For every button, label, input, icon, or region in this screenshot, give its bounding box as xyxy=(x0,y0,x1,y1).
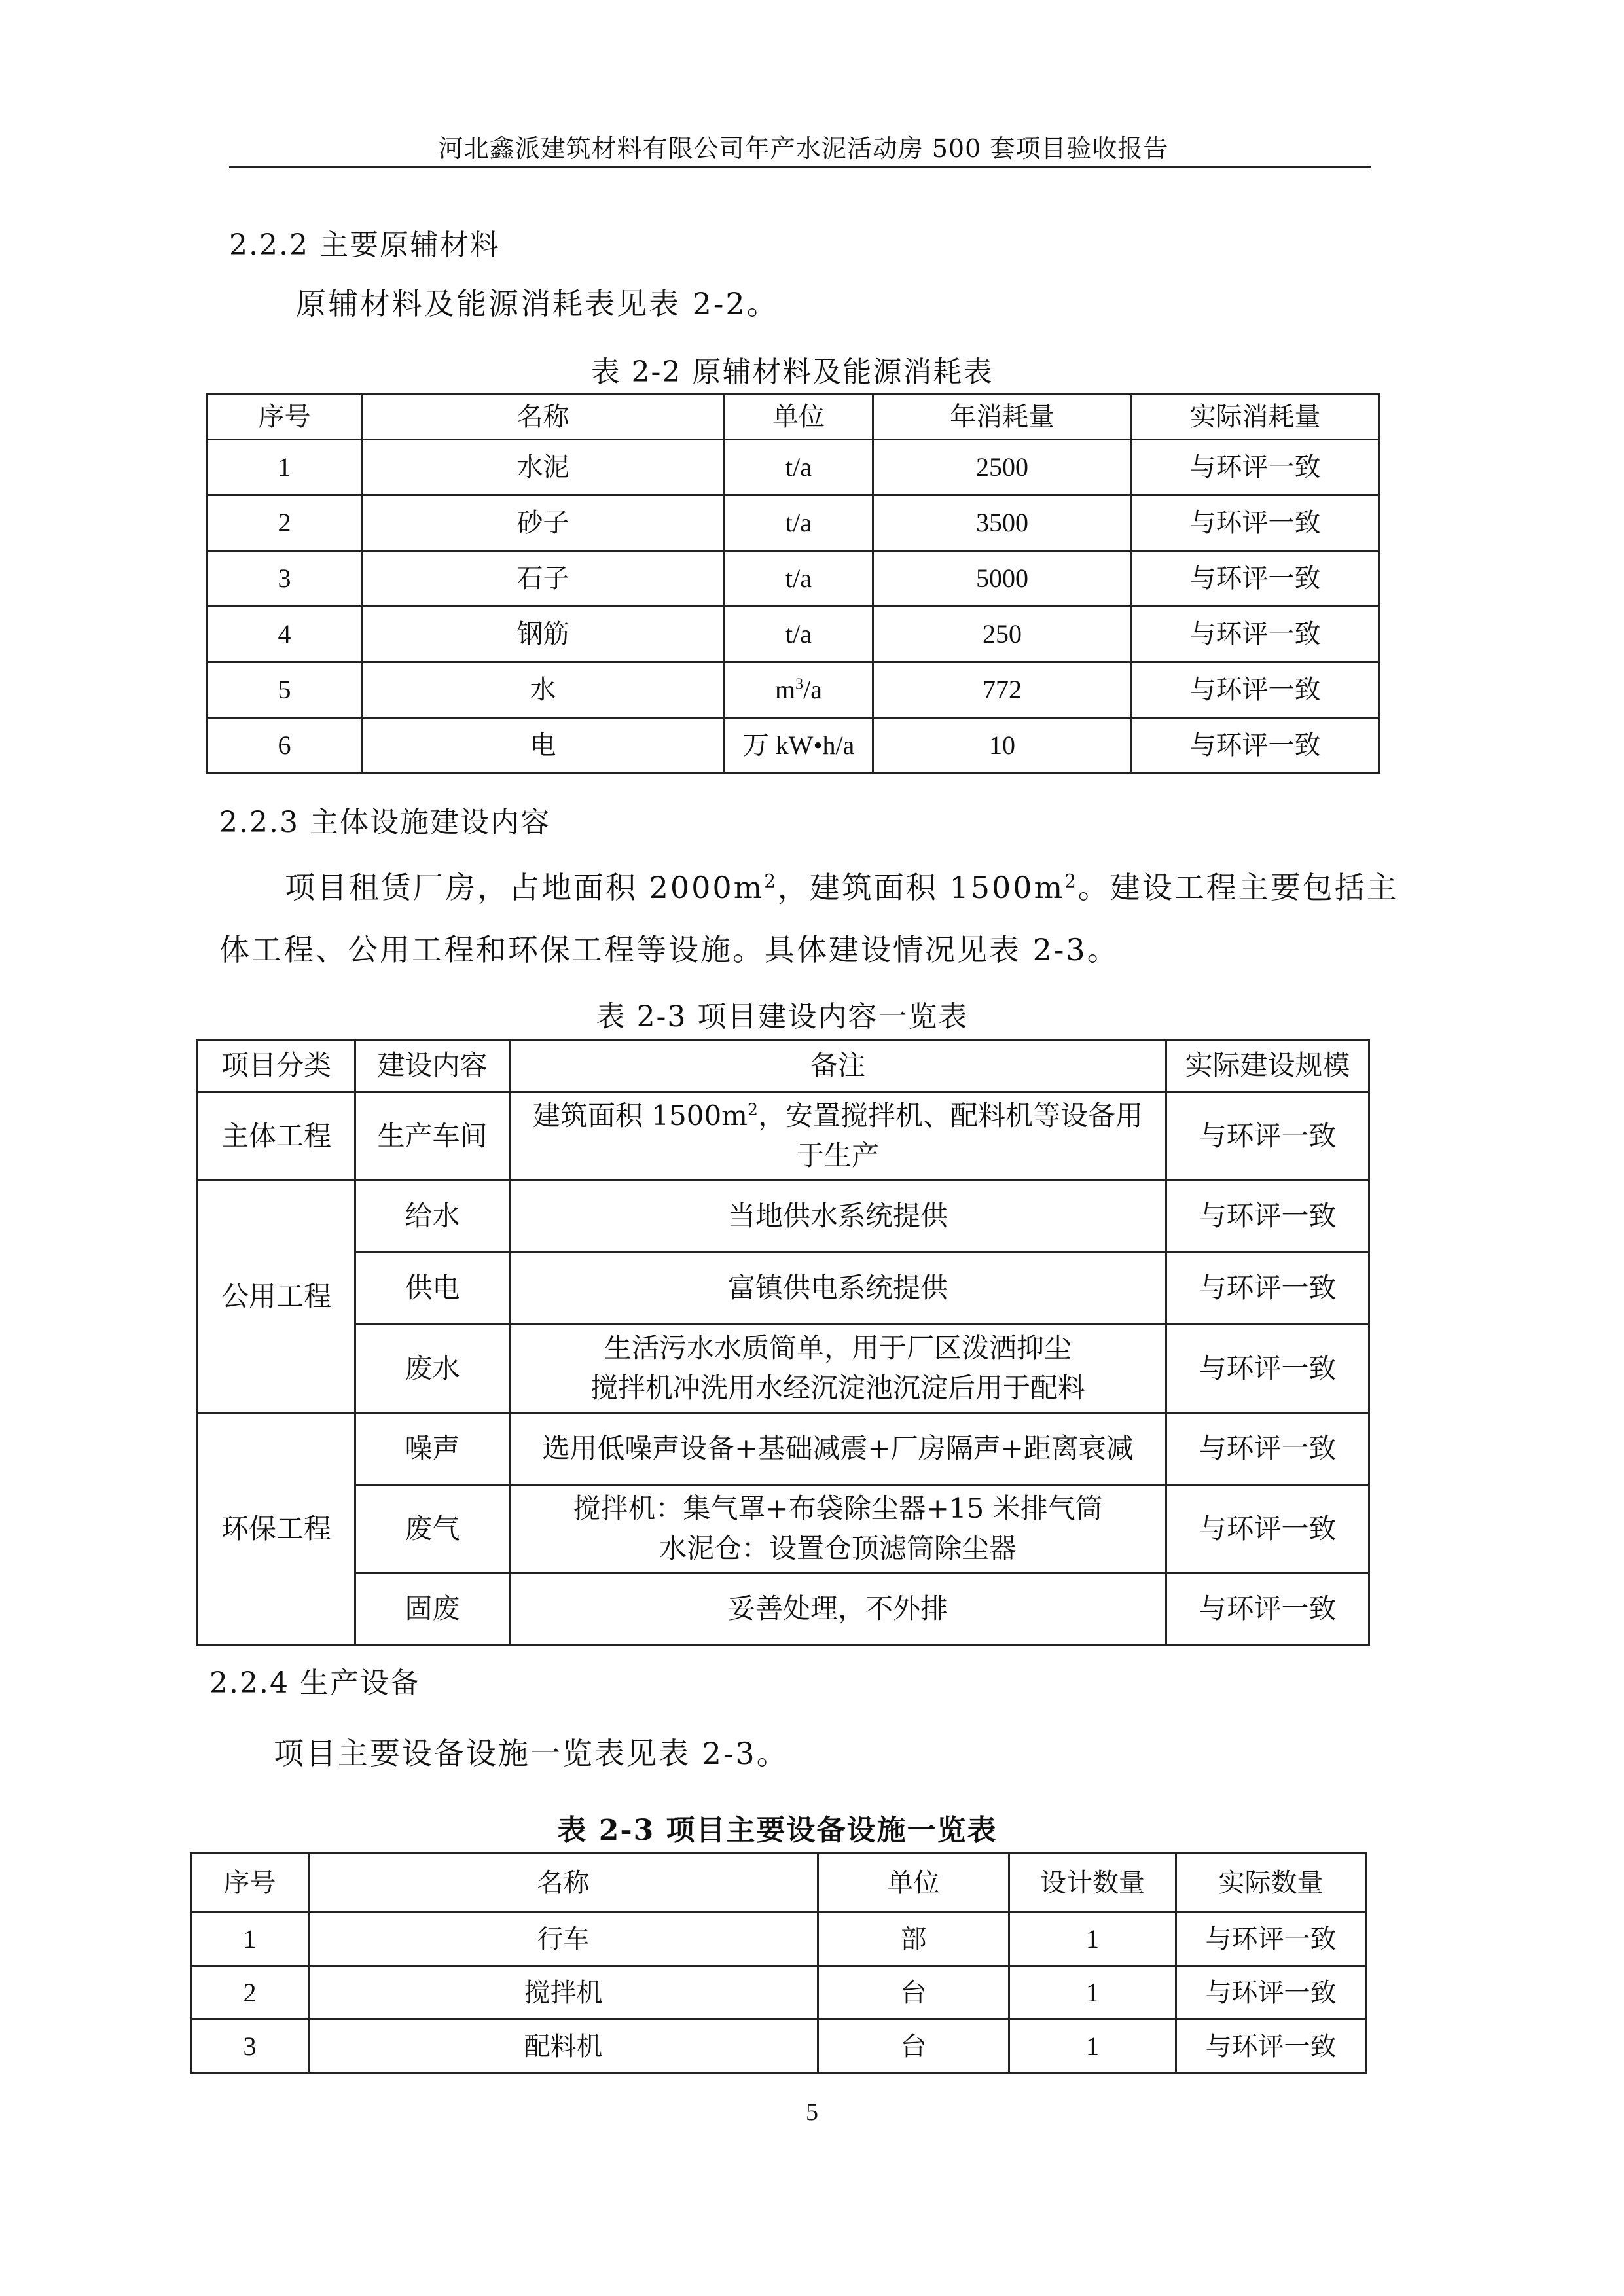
equipment-table xyxy=(190,1852,1367,2074)
column-header: 项目分类 xyxy=(198,1040,355,1092)
table-2-3-caption: 表 2-3 项目建设内容一览表 xyxy=(596,1000,969,1033)
column-header: 实际数量 xyxy=(1176,1854,1366,1912)
cell-amount: 772 xyxy=(873,662,1132,718)
table-2-2-caption: 表 2-2 原辅材料及能源消耗表 xyxy=(590,355,994,389)
paragraph-segment: ，建筑面积 1500m xyxy=(777,870,1065,905)
table-row xyxy=(198,1253,1369,1325)
cell-name: 行车 xyxy=(309,1912,818,1966)
cell-actual-qty: 与环评一致 xyxy=(1176,1912,1366,1966)
table-row xyxy=(208,607,1379,662)
item-power: 供电 xyxy=(355,1253,510,1325)
section-2-2-3-paragraph-line-2: 体工程、公用工程和环保工程等设施。具体建设情况见表 2-3。 xyxy=(219,932,1119,967)
cell-amount: 3500 xyxy=(873,495,1132,551)
unit-tail: /a xyxy=(803,675,822,704)
note-line: 搅拌机冲洗用水经沉淀池沉淀后用于配料 xyxy=(590,1372,1085,1404)
cell-actual: 与环评一致 xyxy=(1132,718,1379,774)
cell-name: 石子 xyxy=(362,551,725,607)
category-public: 公用工程 xyxy=(198,1181,355,1413)
cell-design-qty: 1 xyxy=(1009,1912,1176,1966)
cell-index: 2 xyxy=(191,1966,309,2020)
scale-power: 与环评一致 xyxy=(1166,1253,1369,1325)
unit-superscript: 3 xyxy=(795,675,804,693)
cell-name: 电 xyxy=(362,718,725,774)
item-waste-water: 废水 xyxy=(355,1325,510,1413)
section-heading-2-2-3: 2.2.3 主体设施建设内容 xyxy=(219,806,550,839)
column-header: 实际建设规模 xyxy=(1166,1040,1369,1092)
note-segment: 建筑面积 1500m xyxy=(532,1100,748,1132)
scale-solid: 与环评一致 xyxy=(1166,1573,1369,1645)
cell-amount: 2500 xyxy=(873,440,1132,495)
column-header: 序号 xyxy=(208,394,362,440)
scale-water: 与环评一致 xyxy=(1166,1181,1369,1253)
scale-gas: 与环评一致 xyxy=(1166,1485,1369,1573)
table-row xyxy=(191,2020,1366,2073)
scale-noise: 与环评一致 xyxy=(1166,1413,1369,1485)
page-header: 河北鑫派建筑材料有限公司年产水泥活动房 500 套项目验收报告 xyxy=(438,134,1169,163)
table-row xyxy=(198,1573,1369,1645)
table-row xyxy=(208,551,1379,607)
table-row xyxy=(191,1912,1366,1966)
note-line: 生活污水水质简单，用于厂区泼洒抑尘 xyxy=(604,1332,1072,1365)
column-header: 名称 xyxy=(362,394,725,440)
note-noise: 选用低噪声设备+基础减震+厂房隔声+距离衰减 xyxy=(510,1413,1166,1485)
note-workshop xyxy=(510,1092,1166,1181)
cell-design-qty: 1 xyxy=(1009,2020,1176,2073)
unit-base: m xyxy=(775,675,796,704)
category-main: 主体工程 xyxy=(198,1092,355,1181)
cell-index: 1 xyxy=(208,440,362,495)
table-row xyxy=(198,1325,1369,1413)
cell-name: 砂子 xyxy=(362,495,725,551)
column-header: 设计数量 xyxy=(1009,1854,1176,1912)
cell-design-qty: 1 xyxy=(1009,1966,1176,2020)
cell-index: 2 xyxy=(208,495,362,551)
table-row xyxy=(208,662,1379,718)
table-row xyxy=(208,495,1379,551)
column-header: 序号 xyxy=(191,1854,309,1912)
cell-actual: 与环评一致 xyxy=(1132,440,1379,495)
cell-amount: 250 xyxy=(873,607,1132,662)
section-2-2-3-paragraph-line-1 xyxy=(285,864,1399,907)
table-row xyxy=(198,1413,1369,1485)
table-header-row xyxy=(191,1854,1366,1912)
materials-table xyxy=(206,393,1380,774)
table-row xyxy=(198,1485,1369,1573)
table-header-row xyxy=(198,1040,1369,1092)
cell-actual-qty: 与环评一致 xyxy=(1176,2020,1366,2073)
cell-index: 1 xyxy=(191,1912,309,1966)
cell-amount: 10 xyxy=(873,718,1132,774)
note-water: 当地供水系统提供 xyxy=(510,1181,1166,1253)
cell-unit: t/a xyxy=(725,440,873,495)
cell-actual-qty: 与环评一致 xyxy=(1176,1966,1366,2020)
column-header: 单位 xyxy=(818,1854,1009,1912)
note-line: 水泥仓：设置仓顶滤筒除尘器 xyxy=(659,1532,1017,1564)
cell-actual: 与环评一致 xyxy=(1132,607,1379,662)
cell-actual: 与环评一致 xyxy=(1132,662,1379,718)
header-rule xyxy=(229,166,1371,168)
paragraph-segment: 项目租赁厂房，占地面积 2000m xyxy=(285,870,765,905)
superscript: 2 xyxy=(764,870,778,892)
cell-actual: 与环评一致 xyxy=(1132,495,1379,551)
section-2-2-2-text: 原辅材料及能源消耗表见表 2-2。 xyxy=(296,286,779,321)
cell-actual: 与环评一致 xyxy=(1132,551,1379,607)
note-gas xyxy=(510,1485,1166,1573)
note-waste-water xyxy=(510,1325,1166,1413)
section-heading-2-2-2: 2.2.2 主要原辅材料 xyxy=(229,228,500,262)
note-segment: 于生产 xyxy=(796,1139,879,1172)
column-header: 实际消耗量 xyxy=(1132,394,1379,440)
cell-index: 4 xyxy=(208,607,362,662)
table-row xyxy=(198,1181,1369,1253)
construction-table xyxy=(196,1039,1370,1646)
item-gas: 废气 xyxy=(355,1485,510,1573)
item-workshop: 生产车间 xyxy=(355,1092,510,1181)
cell-name: 配料机 xyxy=(309,2020,818,2073)
cell-name: 水泥 xyxy=(362,440,725,495)
cell-index: 5 xyxy=(208,662,362,718)
section-heading-2-2-4: 2.2.4 生产设备 xyxy=(209,1666,420,1700)
column-header: 单位 xyxy=(725,394,873,440)
scale-waste-water: 与环评一致 xyxy=(1166,1325,1369,1413)
scale-workshop: 与环评一致 xyxy=(1166,1092,1369,1181)
item-noise: 噪声 xyxy=(355,1413,510,1485)
cell-amount: 5000 xyxy=(873,551,1132,607)
superscript: 2 xyxy=(1064,870,1078,892)
table-row xyxy=(198,1092,1369,1181)
cell-unit: 台 xyxy=(818,2020,1009,2073)
cell-name: 钢筋 xyxy=(362,607,725,662)
column-header: 年消耗量 xyxy=(873,394,1132,440)
table-row xyxy=(208,440,1379,495)
cell-index: 3 xyxy=(191,2020,309,2073)
column-header: 名称 xyxy=(309,1854,818,1912)
cell-unit: 部 xyxy=(818,1912,1009,1966)
note-power: 富镇供电系统提供 xyxy=(510,1253,1166,1325)
page-number: 5 xyxy=(806,2098,818,2126)
superscript: 2 xyxy=(748,1100,759,1120)
cell-name: 搅拌机 xyxy=(309,1966,818,2020)
note-segment: ，安置搅拌机、配料机等设备用 xyxy=(758,1100,1144,1132)
category-env: 环保工程 xyxy=(198,1413,355,1645)
column-header: 备注 xyxy=(510,1040,1166,1092)
cell-unit: t/a xyxy=(725,551,873,607)
section-2-2-4-text: 项目主要设备设施一览表见表 2-3。 xyxy=(274,1736,789,1771)
cell-unit: t/a xyxy=(725,607,873,662)
cell-unit: 万 kW•h/a xyxy=(725,718,873,774)
paragraph-segment: 。建设工程主要包括主 xyxy=(1077,870,1399,905)
table-header-row xyxy=(208,394,1379,440)
table-row xyxy=(208,718,1379,774)
cell-unit: t/a xyxy=(725,495,873,551)
item-solid: 固废 xyxy=(355,1573,510,1645)
table-2-3-equipment-caption: 表 2-3 项目主要设备设施一览表 xyxy=(557,1814,998,1847)
table-row xyxy=(191,1966,1366,2020)
item-water: 给水 xyxy=(355,1181,510,1253)
note-line: 搅拌机：集气罩+布袋除尘器+15 米排气筒 xyxy=(573,1492,1103,1525)
cell-index: 3 xyxy=(208,551,362,607)
cell-unit: 台 xyxy=(818,1966,1009,2020)
cell-name: 水 xyxy=(362,662,725,718)
note-solid: 妥善处理，不外排 xyxy=(510,1573,1166,1645)
cell-unit xyxy=(725,662,873,718)
cell-index: 6 xyxy=(208,718,362,774)
column-header: 建设内容 xyxy=(355,1040,510,1092)
